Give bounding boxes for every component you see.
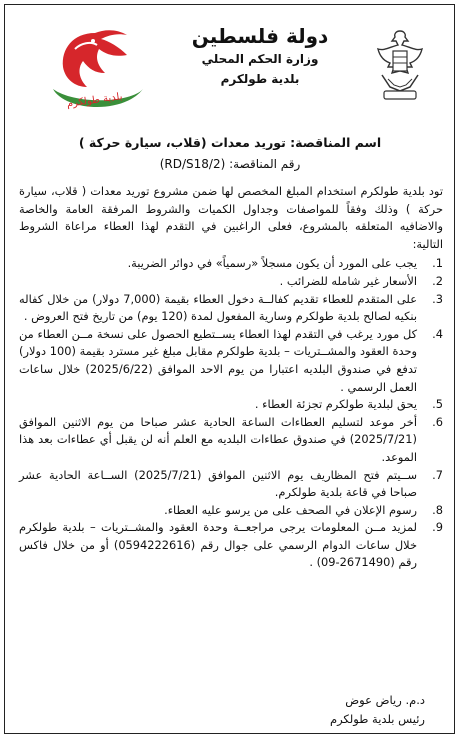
condition-text: على المتقدم للعطاء تقديم كفالــة دخول العطاء بقيمة (7,000 دولار) من خلال كفاله بنكيه لصالح بلدية طولكرم وسارية المفعول لمدة (120 يوم) من تاريخ فتح العروض . — [19, 291, 417, 324]
tender-info — [15, 133, 445, 175]
condition-item — [19, 467, 443, 502]
condition-item — [19, 396, 443, 414]
tender-name: اسم المناقصة: توريد معدات (قلاب، سيارة حركة ) — [78, 135, 382, 150]
condition-number: 6. — [432, 414, 443, 429]
announcement-frame — [4, 4, 455, 734]
condition-number: 8. — [432, 502, 443, 517]
condition-text: يحق لبلدية طولكرم تجزئة العطاء . — [254, 397, 417, 412]
intro-paragraph: تود بلدية طولكرم استخدام المبلغ المخصص لها ضمن مشروع توريد معدات ( قلاب، سيارة حركة ) وذلك وفقاً للمواصفات وجداول الكميات والشروط المرفقة العامة والخاصة والاضافيه المتعلقه بالمشروع، فعلى الراغبين في التقدم لهذا العطاء مراعاة الشروط التالية: — [19, 184, 443, 251]
condition-number: 1. — [432, 256, 443, 271]
condition-item — [19, 519, 443, 572]
signature-block — [5, 691, 445, 729]
condition-item — [19, 414, 443, 467]
condition-number: 5. — [432, 397, 443, 412]
condition-item — [19, 255, 443, 273]
condition-text: ســيتم فتح المظاريف يوم الاثنين الموافق (2025/7/21) الســاعة الحادية عشر صباحا في قاعة بلدية طولكرم. — [19, 467, 417, 500]
condition-text: كل مورد يرغب في التقدم لهذا العطاء يســتطيع الحصول على نسخة مــن العطاء من وحدة العقود والمشــتريات – بلدية طولكرم مقابل مبلغ غير مسترد بقيمة (100 دولار) تدفع في صندوق البلديه اعتبارا من يوم الاحد الموافق (2025/6/22) خلال ساعات العمل الرسمي . — [19, 326, 417, 394]
condition-number: 4. — [432, 326, 443, 341]
header — [5, 5, 454, 125]
condition-text: لمزيد مــن المعلومات يرجى مراجعــة وحدة العقود والمشــتريات – بلدية طولكرم خلال ساعات الدوام الرسمي على جوال رقم (0594222616) أو من خلال فاكس رقم (2671490-09) . — [19, 520, 417, 570]
tulkarm-municipality-logo-icon — [35, 19, 155, 119]
condition-number: 2. — [432, 273, 443, 288]
tender-number: رقم المناقصة: (2/RD/S18) — [159, 157, 301, 171]
ministry-name: وزارة الحكم المحلي — [201, 52, 319, 66]
municipality-name: بلدية طولكرم — [220, 72, 300, 86]
condition-number: 9. — [432, 520, 443, 535]
condition-text: الأسعار غير شامله للضرائب . — [279, 273, 417, 288]
condition-text: رسوم الإعلان في الصحف على من يرسو عليه العطاء. — [164, 502, 417, 517]
svg-text:بلدية طولكرم: بلدية طولكرم — [66, 91, 124, 110]
condition-text: أخر موعد لتسليم العطاءات الساعة الحادية عشر صباحا من يوم الاثنين الموافق (2025/7/21) في صندوق عطاءات البلديه مع العلم أنه لن يقبل أي عطاءات بعد هذا الموعد. — [19, 414, 417, 464]
condition-item — [19, 326, 443, 396]
signatory-title: رئيس بلدية طولكرم — [329, 712, 425, 726]
palestine-emblem-icon — [370, 27, 430, 103]
header-text — [155, 23, 365, 89]
state-name: دولة فلسطين — [191, 24, 329, 48]
signatory-name: د.م. رياض عوض — [345, 693, 425, 707]
conditions-list — [19, 255, 443, 572]
condition-item — [19, 502, 443, 520]
condition-number: 7. — [432, 467, 443, 482]
condition-item — [19, 273, 443, 291]
announcement-body — [19, 183, 443, 572]
condition-number: 3. — [432, 291, 443, 306]
condition-item — [19, 291, 443, 326]
condition-text: يجب على المورد أن يكون مسجلاً «رسمياً» في دوائر الضريبة. — [127, 256, 417, 271]
